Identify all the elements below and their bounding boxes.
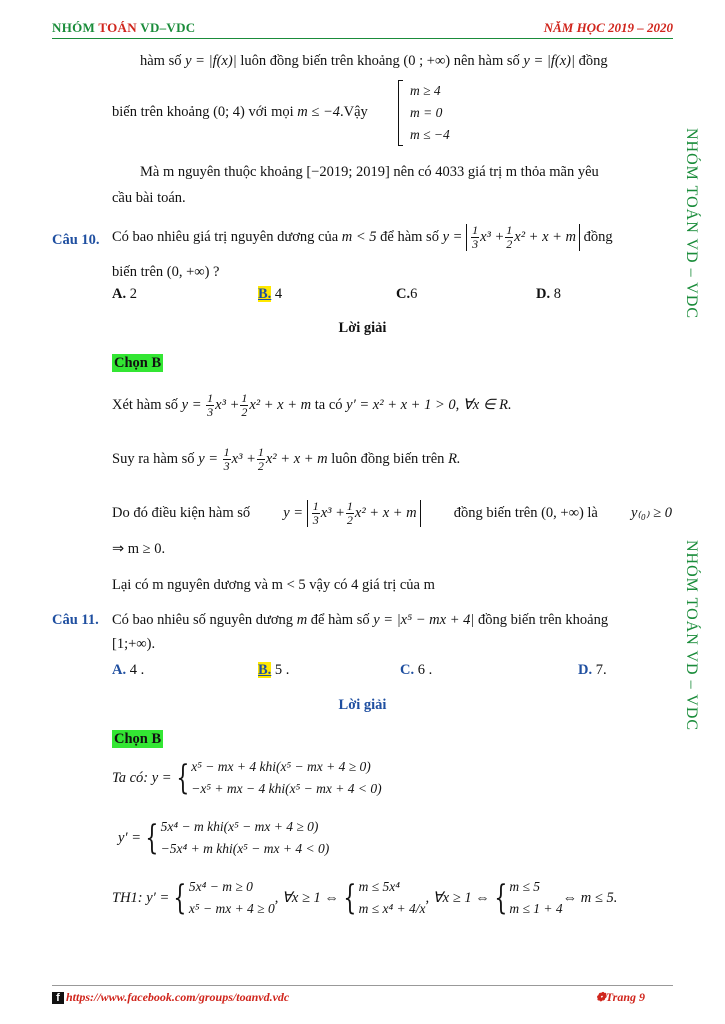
facebook-icon: f — [52, 992, 64, 1004]
question-10-text-2: biến trên (0, +∞) ? — [112, 264, 220, 280]
case-row: x⁵ − mx + 4 ≥ 0 — [188, 901, 275, 916]
q11-option-c: C. 6 . — [400, 662, 433, 678]
side-watermark-bottom: NHÓM TOÁN VD – VDC — [683, 540, 700, 732]
flower-icon: ❁ — [595, 990, 606, 1004]
q11-yprime: y′ = { 5x⁴ − m khi(x⁵ − mx + 4 ≥ 0) −5x⁴ + m khi(x⁵ − mx + 4 < 0) — [118, 818, 330, 858]
top-line-4: cầu bài toán. — [112, 190, 186, 206]
case-row: x⁵ − mx + 4 khi(x⁵ − mx + 4 ≥ 0) — [191, 759, 371, 774]
q11-th1: TH1: y′ = { 5x⁴ − m ≥ 0 x⁵ − mx + 4 ≥ 0 , ∀x ≥ 1 ⇔ { m ≤ 5x⁴ m ≤ x⁴ + 4/x , ∀x ≥ 1 ⇔ { m ≤ 5 m ≤ 1 + 4 ⇔ m ≤ 5. — [112, 878, 618, 918]
side-watermark-top: NHÓM TOÁN VD – VDC — [683, 128, 700, 320]
header-divider — [52, 38, 673, 39]
q10-solution-title: Lời giải — [338, 320, 387, 336]
case-row: −x⁵ + mx − 4 khi(x⁵ − mx + 4 < 0) — [191, 781, 382, 796]
question-11-label: Câu 11. — [52, 612, 99, 628]
q11-option-d: D. 7. — [578, 662, 607, 678]
header-group-name: NHÓM TOÁN VD–VDC — [52, 20, 196, 35]
q11-choice: Chọn B — [114, 731, 162, 747]
case-row: m ≤ 5x⁴ — [358, 879, 400, 894]
footer-link[interactable]: f https://www.facebook.com/groups/toanvd.vdc — [52, 990, 289, 1005]
question-11-text-2: [1;+∞). — [112, 636, 156, 652]
footer-divider — [52, 985, 673, 986]
q10-choice: Chọn B — [114, 355, 162, 371]
case-item: m = 0 — [410, 105, 443, 120]
top-line-2: biến trên khoảng (0; 4) với mọi m ≤ −4.Vậy — [112, 104, 368, 120]
q11-solution-title: Lời giải — [338, 697, 387, 713]
q10-option-b: B. 4 — [258, 286, 283, 302]
question-11-text: Có bao nhiêu số nguyên dương m để hàm số y = |x⁵ − mx + 4| đồng biến trên khoảng — [112, 612, 609, 628]
top-line-1: hàm số y = |f(x)| luôn đồng biến trên khoảng (0 ; +∞) nên hàm số y = |f(x)| đồng — [140, 53, 608, 69]
header-school-year: NĂM HỌC 2019 – 2020 — [543, 20, 673, 35]
case-row: 5x⁴ − m khi(x⁵ − mx + 4 ≥ 0) — [160, 819, 319, 834]
case-row: m ≤ 5 — [509, 879, 541, 894]
q10-step-4: ⇒ m ≥ 0. — [112, 541, 166, 557]
case-item: m ≥ 4 — [410, 83, 441, 98]
q10-option-a: A. 2 — [112, 286, 137, 302]
q10-step-3: Do đó điều kiện hàm số y = $\frac{1}{3}$ x³ + $\frac{1}{2}$ x² + x + m đồng biến trên (0, +∞) là y₍₀₎ ≥ 0 — [112, 499, 672, 527]
q10-step-1: Xét hàm số y = $\frac{1}{3}$ x³ + $\frac{1}{2}$ x² + x + m ta có y′ = x² + x + 1 > 0, ∀x ∈ R. — [112, 391, 512, 419]
q11-option-a: A. 4 . — [112, 662, 145, 678]
case-row: −5x⁴ + m khi(x⁵ − mx + 4 < 0) — [160, 841, 330, 856]
question-10-text: Có bao nhiêu giá trị nguyên dương của m < 5 để hàm số y = $\frac{1}{3}$ x³ + $\frac{1}{2}$ x² + x + m đồng — [112, 223, 613, 251]
case-row: 5x⁴ − m ≥ 0 — [188, 879, 253, 894]
question-10-label: Câu 10. — [52, 232, 100, 248]
q10-step-5: Lại có m nguyên dương và m < 5 vậy có 4 giá trị của m — [112, 577, 435, 593]
q11-taco: Ta có: y = { x⁵ − mx + 4 khi(x⁵ − mx + 4 ≥ 0) −x⁵ + mx − 4 khi(x⁵ − mx + 4 < 0) — [112, 758, 382, 798]
q10-step-2: Suy ra hàm số y = $\frac{1}{3}$ x³ + $\frac{1}{2}$ x² + x + m luôn đồng biến trên R. — [112, 445, 461, 473]
case-row: m ≤ 1 + 4 — [509, 901, 563, 916]
q11-option-b: B. 5 . — [258, 662, 290, 678]
case-row: m ≤ x⁴ + 4/x — [358, 901, 426, 916]
footer-page-number: ❁Trang 9 — [595, 990, 645, 1004]
q10-option-d: D. 8 — [536, 286, 561, 302]
case-item: m ≤ −4 — [410, 127, 450, 142]
top-line-3: Mà m nguyên thuộc khoảng [−2019; 2019] nên có 4033 giá trị m thỏa mãn yêu — [140, 164, 599, 180]
q10-option-c: C.6 — [396, 286, 418, 302]
